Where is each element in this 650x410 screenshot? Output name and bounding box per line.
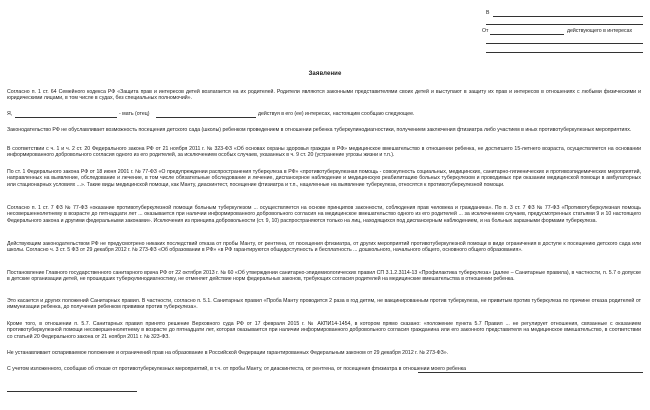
conclusion-text: С учетом изложенного, сообщаю об отказе от противотуберкулезных мероприятий, в т.ч. от пробы Манту, от диаскинтеста, от рентгена, от посещения фтизиатра в отношении моего ребенка [7, 366, 466, 372]
from-field-line-3 [486, 52, 643, 53]
child-name-line [156, 117, 256, 118]
paragraph-law-323: В соответствии с ч. 1 и ч. 2 ст. 20 Федерального закона РФ от 21 ноября 2011 г. № 323-ФЗ «Об основах охраны здоровья граждан в РФ» медицинское вмешательство в отношении ребенка, не достигшего 15-летнего возраста, осуществляется на основании информированного добровольного согласия одного из его родителей, за исключением особых случаев, указанных в ч. 9 ст. 20 (устранение угрозы жизни и т.п.). [7, 146, 641, 159]
intro-mother-label: - мать (отец) [119, 111, 150, 117]
document-title: Заявление [308, 71, 342, 77]
paragraph-mantoux-rule: Это касается и других положений Санитарных правил. В частности, согласно п. 5.1. Санитарных правил «Проба Манту проводится 2 раза в год детям, не вакцинированным против туберкулеза, не привитым против туберкулеза по причине отказа родителей от иммунизации ребенка, до получения ребенком прививки против туберкулеза». [7, 298, 641, 311]
intro-acting-label: действуя в его (ее) интересах, настоящим сообщаю следующее. [258, 111, 415, 117]
paragraph-law-77-art7: Согласно п. 1 ст. 7 ФЗ № 77-ФЗ «оказание противотуберкулезной помощи больным туберкулезом ... осуществляется на основе принципов законности, соблюдения прав человека и гражданина». По п. 3 ст. 7 ФЗ № 77-ФЗ «Противотуберкулезная помощь несовершеннолетнему в возрасте до пятнадцати лет ... оказывается при наличии информированного добровольного согласия на медицинское вмешательство одного из его родителей ... за исключением случаев, предусмотренных статьями 9 и 10 настоящего Федерального закона и другими федеральными законами». Исключения из принципа добровольности (ст. 9, 10) распространяются только на лиц, находящихся под диспансерным наблюдением, и на больных заразными формами туберкулеза. [7, 205, 641, 224]
from-field-line [490, 34, 564, 35]
from-label: От [482, 28, 489, 34]
paragraph-law-77-art1: По ст. 1 Федерального закона РФ от 18 июня 2001 г. № 77-ФЗ «О предупреждении распространения туберкулеза в РФ» «противотуберкулезная помощь - совокупность социальных, медицинских, санитарно-гигиенических и противоэпидемических мероприятий, направленных на выявление, обследование и лечение, в том числе обязательные обследование и лечение, диспансерное наблюдение и медицинскую реабилитацию больных туберкулезом и проводимых при оказании медицинской помощи в амбулаторных или стационарных условиях ...». Такие виды медицинской помощи, как Манту, диаскинтест, посещение фтизиатра и т.п., нацеленные на выявление туберкулеза, относятся к противотуберкулезной помощи. [7, 169, 641, 188]
to-field-line [493, 16, 643, 17]
to-label: В [486, 10, 490, 16]
on-behalf-label: действующего в интересах [567, 28, 633, 34]
paragraph-legislation: Законодательство РФ не обуславливает возможность посещения детского сада (школы) ребенком проведением в отношении ребенка туберкулинодиагностики, получением заключения фтизиатра либо участием в иных противотуберкулезных мероприятиях. [7, 127, 632, 133]
signature-line [7, 391, 137, 392]
paragraph-education-rights: Не устанавливает оспариваемое положение и ограничений прав на образование в Российской Федерации гарантированных Федеральным законом от 29 декабря 2012 г. № 273-ФЗ». [7, 350, 449, 356]
paragraph-education-law: Действующим законодательством РФ не предусмотрено никаких последствий отказа от пробы Манту, от рентгена, от посещения фтизиатра, от других мероприятий противотуберкулезной помощи в виде ограничения в доступе к посещению детского сада или школы. Согласно ч. 3 ст. 5 ФЗ от 29 декабря 2012 г. № 273-ФЗ «Об образовании в РФ» «в РФ гарантируются общедоступность и бесплатность ... дошкольного, начального общего, основного общего образования». [7, 241, 641, 254]
to-field-line-2 [486, 24, 643, 25]
paragraph-family-code: Согласно п. 1 ст. 64 Семейного кодекса РФ «Защита прав и интересов детей возлагается на их родителей. Родители являются законными представителями своих детей и выступают в защиту их прав и интересов в отношениях с любыми физическими и юридическими лицами, в том числе в судах, без специальных полномочий». [7, 89, 641, 102]
from-field-line-2 [486, 43, 643, 44]
child-name-line-final [418, 372, 643, 373]
paragraph-supreme-court: Кроме того, в отношении п. 5.7. Санитарных правил принято решение Верховного суда РФ от 17 февраля 2015 г. № АКПИ14-1454, в котором прямо сказано: «положение пункта 5.7 Правил ... не регулирует отношения, связанные с оказанием противотуберкулезной помощи несовершеннолетнему в возрасте до пятнадцати лет, которая оказывается при наличии информированного добровольного согласия гражданина или его законного представителя на медицинское вмешательство, в соответствии со статьей 20 Федерального закона от 21 ноября 2011 г. № 323-ФЗ. [7, 321, 641, 340]
parent-name-line [15, 117, 117, 118]
paragraph-sanitary-rules: Постановление Главного государственного санитарного врача РФ от 22 октября 2013 г. № 60 «Об утверждении санитарно-эпидемиологических правил СП 3.1.2.3114-13 «Профилактика туберкулеза» (далее – Санитарные правила), в частности, п. 5.7 о допуске в детские организации детей, не прошедших туберкулинодиагностику, не отменяет действие норм федеральных законов, требующих согласия родителей на медицинские вмешательства в отношении ребенка. [7, 270, 641, 283]
intro-i-label: Я, [7, 111, 13, 117]
